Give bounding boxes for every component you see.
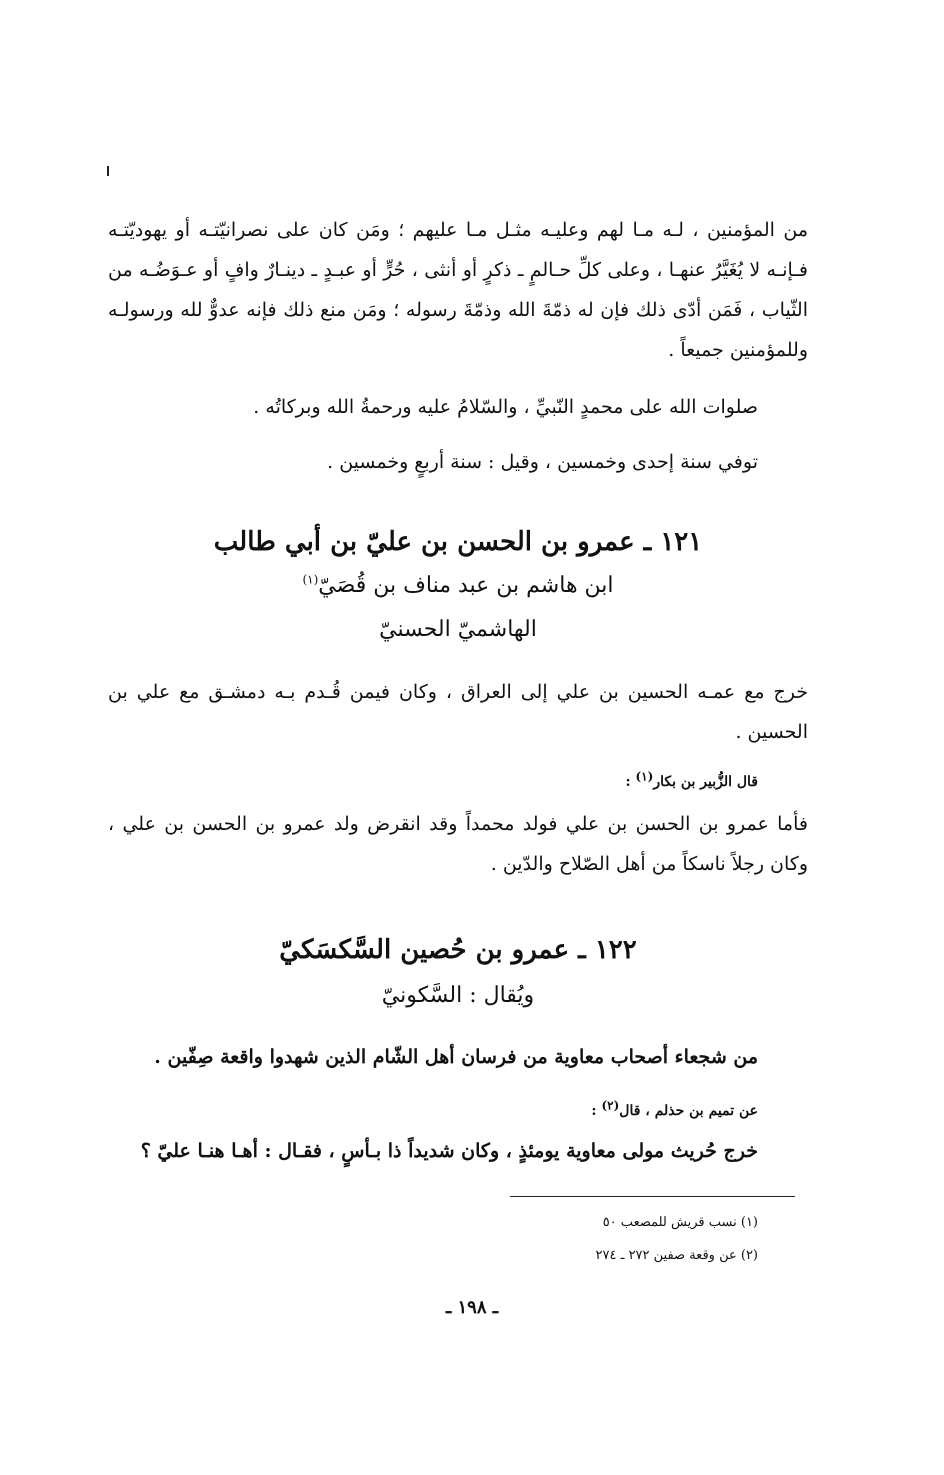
page-number: ـ ١٩٨ ـ [445,1297,499,1318]
footnote-ref-1b: (١) [635,769,654,784]
footnote-ref-1: (١) [302,572,319,587]
entry-122-source-colon: : [591,1103,602,1119]
entry-121-body: خرج مع عمـه الحسين بن علي إلى العراق ، وكان فيمن قُـدم بـه دمشـق مع علي بن الحسين . [108,681,808,743]
entry-121-lineage-text: ابن هاشم بن عبد مناف بن قُصَيّ [318,573,614,598]
entry-122-alt-name: ويُقال : السَّكونيّ [381,983,535,1008]
entry-121-source-colon: : [625,774,636,790]
footnote-2: (٢) عن وقعة صفين ٢٧٢ ـ ٢٧٤ [595,1248,758,1263]
paragraph-continuation: من المؤمنين ، لـه مـا لهم وعليـه مثـل مـا عليهم ؛ ومَن كان على نصرانيّتـه أو يهوديّتـه فـإنـه لا يُغَيَّرُ عنهـا ، وعلى كلِّ حـالمٍ ـ ذكرٍ أو أنثى ، حُرٍّ أو عبـدٍ ـ دينـارٌ وافٍ أو عـوَضُـه من الثّياب ، فَمَن أدّى ذلك فإن له ذمّةَ الله وذمّةَ رسوله ؛ ومَن منع ذلك فإنه عدوٌّ لله ورسولـه وللمؤمنين جميعاً . [108,219,808,361]
entry-121-lineage [108,566,808,606]
footnote-ref-2: (٢) [601,1098,620,1113]
paragraph-salawat: صلوات الله على محمدٍ النّبيِّ ، والسّلامُ عليه ورحمةُ الله وبركاتُه . [253,396,758,418]
paragraph-death-date: توفي سنة إحدى وخمسين ، وقيل : سنة أربعٍ وخمسين . [327,451,758,473]
footnote-1: (١) نسب قريش للمصعب ٥٠ [602,1215,758,1230]
margin-mark [107,166,109,176]
entry-122-source-text: عن تميم بن حذلم ، قال [619,1103,758,1119]
entry-121-quote: فأما عمرو بن الحسن بن علي فولد محمداً وقد انقرض ولد عمرو بن الحسن بن علي ، وكان رجلاً ناسكاً من أهل الصّلاح والدّين . [108,813,808,875]
entry-122-quote: خرج حُريث مولى معاوية يومئذٍ ، وكان شديداً ذا بـأسٍ ، فقـال : أهـا هنـا عليّ ؟ [140,1140,758,1162]
entry-122-body: من شجعاء أصحاب معاوية من فرسان أهل الشّام الذين شهدوا واقعة صِفّين . [154,1046,758,1068]
entry-121-nisba: الهاشميّ الحسنيّ [379,617,537,642]
entry-121-source-text: قال الزُّبير بن بكار [653,774,758,790]
entry-121-title: ١٢١ ـ عمرو بن الحسن بن عليّ بن أبي طالب [213,527,703,557]
entry-122-source-label [108,1096,758,1126]
entry-122-title: ١٢٢ ـ عمرو بن حُصين السَّكسَكيّ [279,935,637,965]
footnote-divider [510,1196,795,1197]
entry-121-source-label [108,767,758,797]
